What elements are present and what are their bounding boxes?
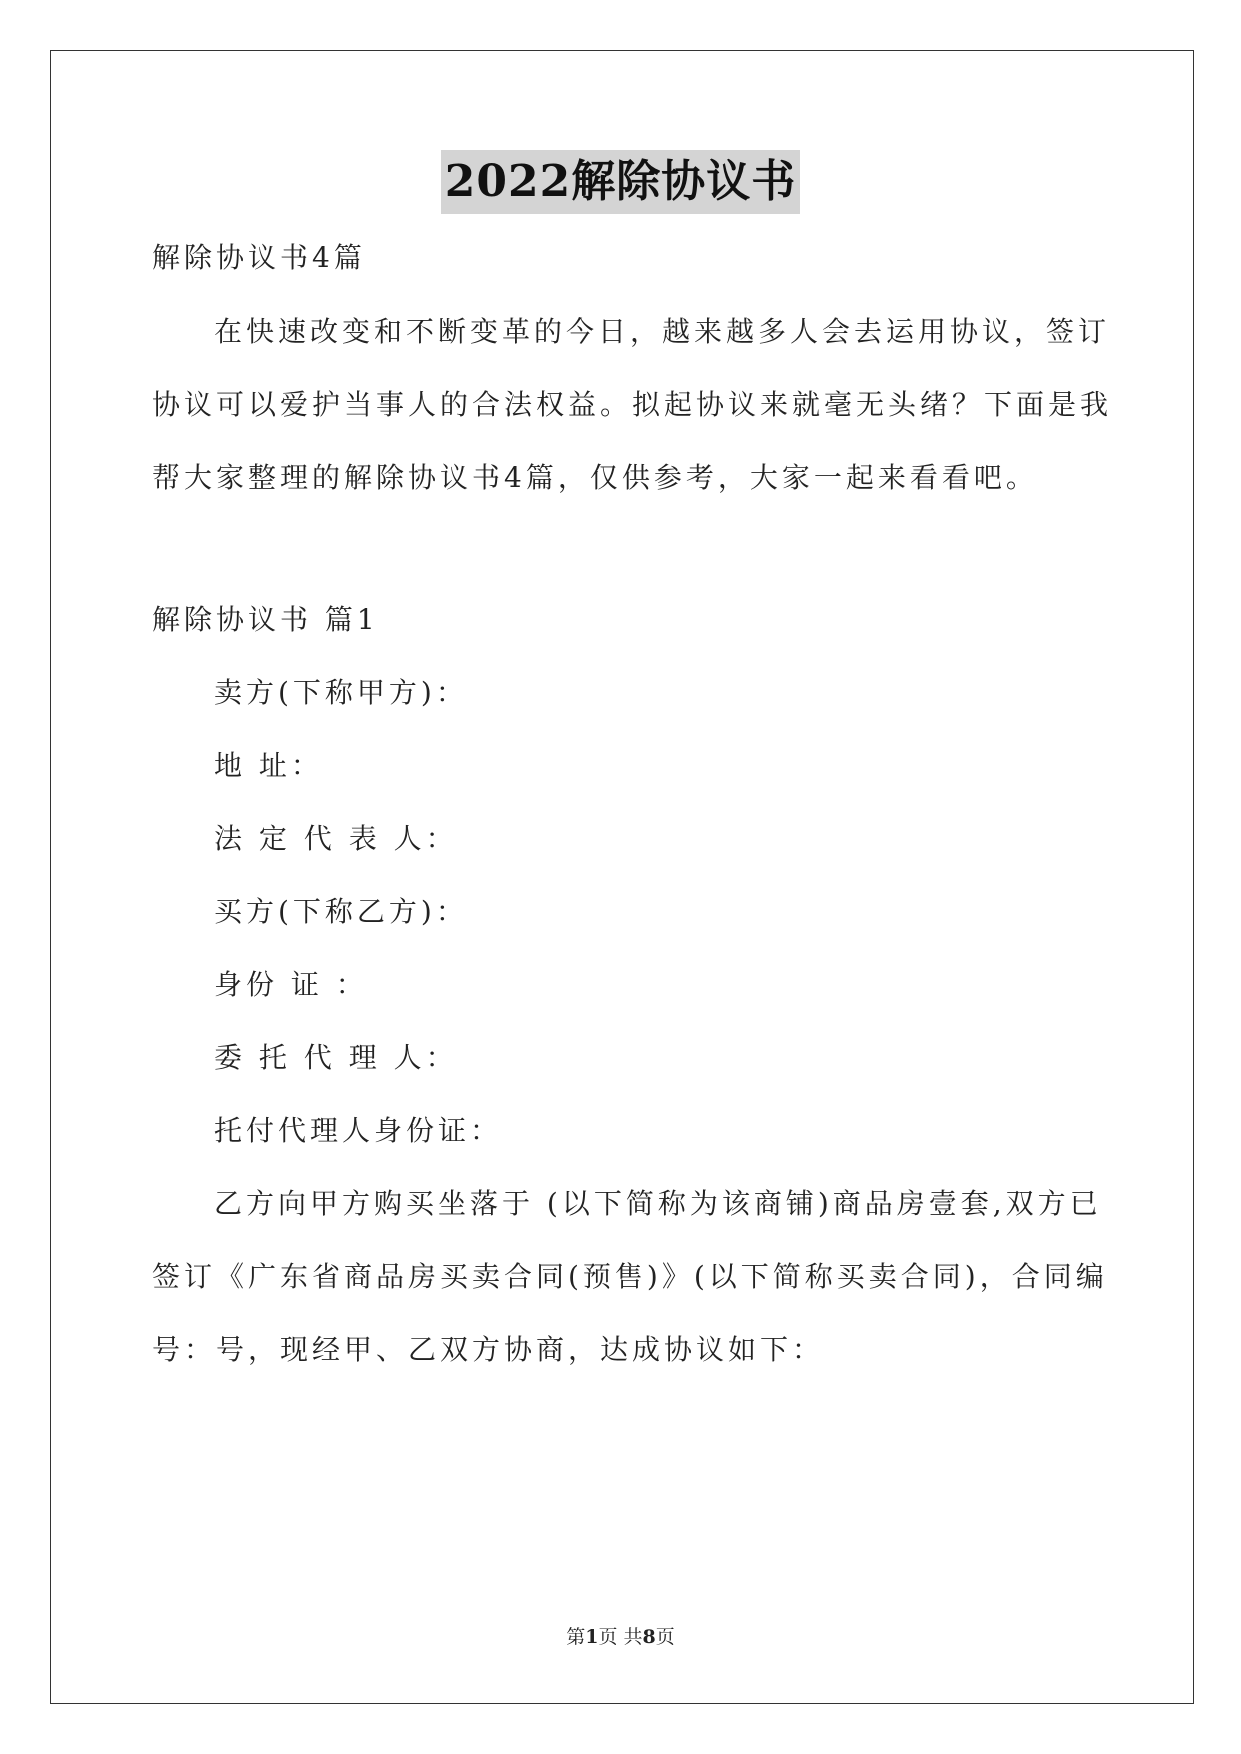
footer-mid: 页 共: [598, 1626, 643, 1648]
field-id-card: 身份 证 ：: [214, 968, 368, 1001]
intro-line-1: 在快速改变和不断变革的今日，越来越多人会去运用协议，签订: [214, 315, 1111, 348]
body-line-3: 号：号，现经甲、乙双方协商，达成协议如下：: [152, 1333, 825, 1366]
body-line-1: 乙方向甲方购买坐落于 (以下简称为该商铺)商品房壹套,双方已: [214, 1187, 1102, 1220]
title-container: [0, 150, 1241, 214]
field-address: 地 址：: [214, 749, 323, 782]
body-line-2: 签订《广东省商品房买卖合同(预售)》(以下简称买卖合同)，合同编: [152, 1260, 1108, 1293]
field-legal-rep: 法 定 代 表 人：: [214, 822, 458, 855]
document-subtitle: 解除协议书4篇: [152, 241, 366, 274]
field-seller: 卖方(下称甲方)：: [214, 676, 468, 709]
document-title: 2022解除协议书: [441, 150, 800, 214]
footer-prefix: 第: [566, 1626, 586, 1648]
intro-line-2: 协议可以爱护当事人的合法权益。拟起协议来就毫无头绪？下面是我: [152, 388, 1113, 421]
page-border: [50, 50, 1194, 1704]
field-agent: 委 托 代 理 人：: [214, 1041, 458, 1074]
field-agent-id: 托付代理人身份证：: [214, 1114, 503, 1147]
page-footer: [0, 1622, 1241, 1649]
footer-total-pages: 8: [642, 1626, 656, 1648]
footer-suffix: 页: [655, 1626, 675, 1648]
footer-current-page: 1: [585, 1626, 599, 1648]
field-buyer: 买方(下称乙方)：: [214, 895, 468, 928]
section-heading: 解除协议书 篇1: [152, 603, 379, 636]
intro-line-3: 帮大家整理的解除协议书4篇，仅供参考，大家一起来看看吧。: [152, 461, 1038, 494]
